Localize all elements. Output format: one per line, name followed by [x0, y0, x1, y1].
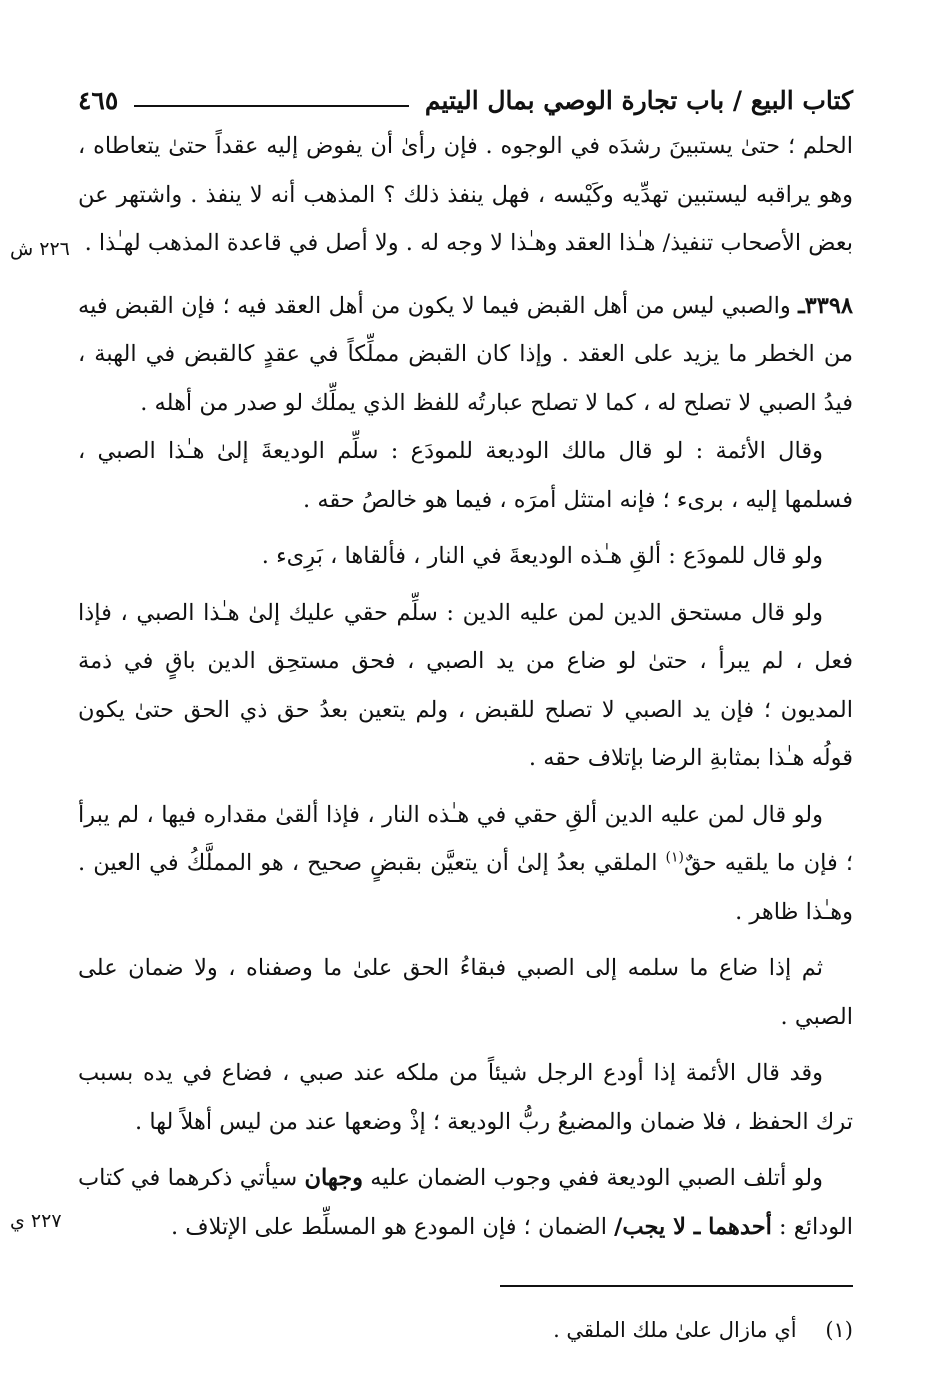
paragraph-3398	[78, 282, 853, 428]
paragraph-text: الضمان ؛ فإن المودع هو المسلِّط على الإتلاف .	[170, 1213, 615, 1240]
paragraph-3: وقال الأئمة : لو قال مالك الوديعة للمودَع : سلِّم الوديعةَ إلىٰ هـٰذا الصبي ، فسلمها إليه ، برىء ؛ فإنه امتثل أمرَه ، فيما هو خالصُ حقه .	[78, 438, 853, 513]
paragraph-5: ولو قال مستحق الدين لمن عليه الدين : سلِّم حقي عليك إلىٰ هـٰذا الصبي ، فإذا فعل ، لم يبرأ ، حتىٰ لو ضاع من يد الصبي ، فحق مستحِق الدين باقٍ في ذمة المديون ؛ فإن يد الصبي لا تصلح للقبض ، ولم يتعين بعدُ حق ذي الحق حتىٰ يكون قولُه هـٰذا بمثابةِ الرضا بإتلاف حقه .	[78, 599, 853, 771]
paragraph-text: ولو قال لمن عليه الدين ألقِ حقي في هـٰذه النار ، فإذا ألقىٰ مقداره فيها ، لم يبرأ ؛ فإن ما يلقيه حقٌ	[78, 801, 854, 876]
paragraph-text: سيأتي ذكرهما في كتاب الودائع :	[78, 1165, 853, 1240]
paragraph-8: وقد قال الأئمة إذا أودع الرجل شيئاً من ملكه عند صبي ، فضاع في يده بسبب ترك الحفظ ، فلا ضمان والمضيعُ ربُّ الوديعة ؛ إذْ وضعها عند من ليس أهلاً لها .	[78, 1060, 853, 1135]
paragraph-4: ولو قال للمودَع : ألقِ هـٰذه الوديعةَ في النار ، فألقاها ، بَرِىء .	[261, 543, 823, 569]
margin-note-manuscript-sh: ٢٢٦ ش	[10, 238, 70, 260]
paragraph-6	[78, 791, 853, 937]
paragraph-1: الحلم ؛ حتىٰ يستبينَ رشدَه في الوجوه . فإن رأىٰ أن يفوض إليه عقداً حتىٰ يتعاطاه ، وهو يراقبه ليستبين تهدِّيه وكَيْسه ، فهل ينفذ ذلك ؟ المذهب أنه لا ينفذ . واشتهر عن بعض الأصحاب تنفيذ/ هـٰذا العقد وهـٰذا لا وجه له . ولا أصل في قاعدة المذهب لهـٰذا .	[78, 133, 853, 256]
running-header	[78, 78, 853, 122]
header-rule	[134, 105, 409, 107]
paragraph-9	[78, 1154, 853, 1251]
paragraph-text: ولو أتلف الصبي الوديعة ففي وجوب الضمان عليه	[363, 1165, 823, 1191]
bold-term: وجهان	[304, 1165, 364, 1191]
paragraph-text: الملقي بعدُ إلىٰ أن يتعيَّن بقبضٍ صحيح ، هو المملَّكُ في العين . وهـٰذا ظاهر .	[78, 850, 853, 925]
paragraph-7: ثم إذا ضاع ما سلمه إلى الصبي فبقاءُ الحق علىٰ ما وصفناه ، ولا ضمان على الصبي .	[78, 955, 853, 1030]
footnote-reference[interactable]: (١)	[665, 849, 684, 866]
main-text	[78, 122, 853, 1251]
paragraph-text: والصبي ليس من أهل القبض فيما لا يكون من أهل العقد فيه ؛ فإن القبض فيه من الخطر ما يزيد على العقد . وإذا كان القبض مملِّكاً في عقدٍ كالقبض في الهبة ، فيدُ الصبي لا تصلح له ، كما لا تصلح عبارتُه للفظ الذي يملِّك لو صدر من أهله .	[78, 292, 853, 416]
footnote-rule	[500, 1285, 853, 1287]
footnote-number: (١)	[825, 1318, 853, 1342]
bold-term: أحدهما ـ لا يجب/	[614, 1213, 772, 1240]
paragraph-number: ٣٣٩٨ـ	[798, 292, 853, 319]
page-number: ٤٦٥	[78, 85, 119, 115]
margin-note-manuscript-y: ٢٢٧ ي	[10, 1210, 62, 1232]
footnote	[78, 1313, 853, 1347]
page	[78, 78, 853, 1347]
footnote-text: أي مازال علىٰ ملك الملقي .	[553, 1318, 797, 1342]
header-title: كتاب البيع / باب تجارة الوصي بمال اليتيم	[424, 85, 853, 115]
